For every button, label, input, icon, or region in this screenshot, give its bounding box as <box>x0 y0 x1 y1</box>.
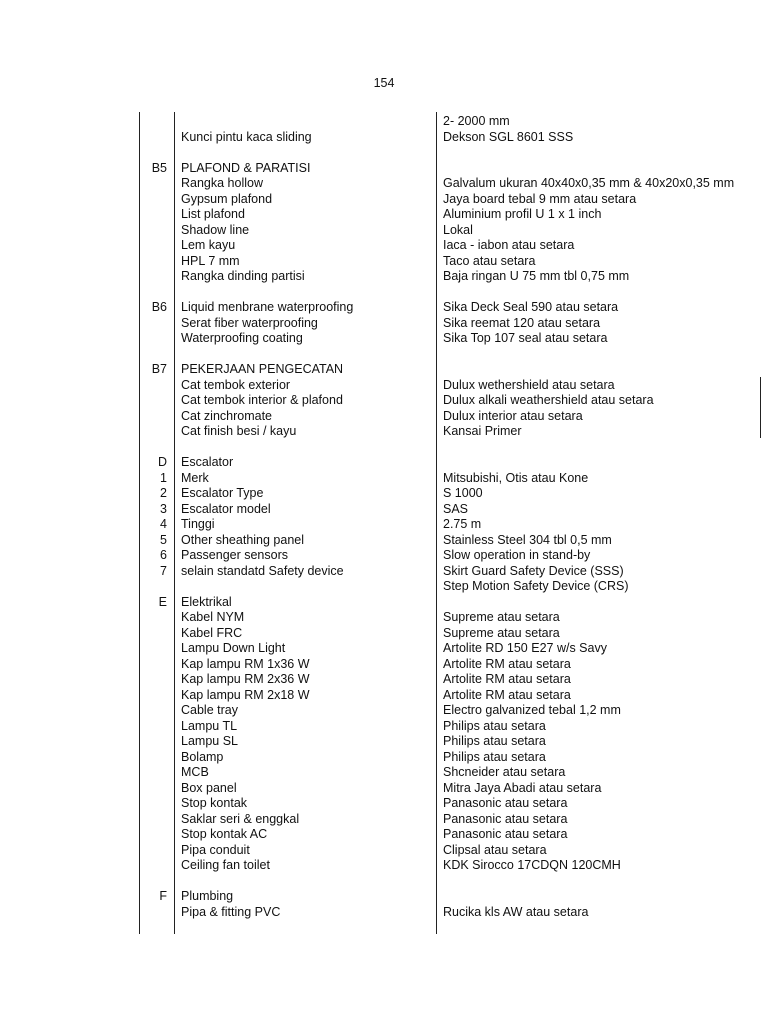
row-item: selain standatd Safety device <box>181 563 344 578</box>
row-item: PEKERJAAN PENGECATAN <box>181 362 344 376</box>
row-spec: Artolite RM atau setara <box>443 687 571 702</box>
row-item: Elektrikal <box>181 594 232 609</box>
row-item: Shadow line <box>181 222 250 237</box>
row-item: Passenger sensors <box>181 548 289 562</box>
row-spec: Step Motion Safety Device (CRS) <box>443 579 629 593</box>
column-divider-spec <box>436 112 437 934</box>
row-item: Bolamp <box>181 749 224 764</box>
row-spec: Philips atau setara <box>443 718 546 733</box>
row-spec: Lokal <box>443 222 473 237</box>
row-spec: Dulux wethershield atau setara <box>443 377 615 392</box>
row-item: Cable tray <box>181 703 238 717</box>
row-code: 7 <box>160 563 167 578</box>
row-item: Cat tembok interior & plafond <box>181 393 343 407</box>
row-item: Kap lampu RM 2x36 W <box>181 672 310 686</box>
row-item: Pipa & fitting PVC <box>181 904 281 919</box>
row-item: Stop kontak AC <box>181 827 268 841</box>
row-code: 6 <box>160 548 167 562</box>
row-spec: Mitra Jaya Abadi atau setara <box>443 780 602 795</box>
row-code: 2 <box>160 486 167 500</box>
page-number: 154 <box>373 76 395 90</box>
row-item: Escalator model <box>181 501 271 516</box>
row-spec: Philips atau setara <box>443 734 546 748</box>
row-item: Kunci pintu kaca sliding <box>181 129 312 144</box>
row-item: Gypsum plafond <box>181 191 273 206</box>
row-item: Escalator <box>181 455 234 469</box>
row-spec: Sika Top 107 seal atau setara <box>443 331 608 345</box>
row-item: Lampu TL <box>181 718 238 733</box>
row-spec: Stainless Steel 304 tbl 0,5 mm <box>443 532 612 547</box>
row-spec: Dulux alkali weathershield atau setara <box>443 393 654 407</box>
row-spec: Panasonic atau setara <box>443 827 568 841</box>
row-code: 4 <box>160 517 167 531</box>
row-spec: 2- 2000 mm <box>443 114 510 128</box>
row-spec: Artolite RM atau setara <box>443 672 571 686</box>
row-code: 5 <box>160 532 167 547</box>
row-spec: KDK Sirocco 17CDQN 120CMH <box>443 858 621 872</box>
row-item: Box panel <box>181 780 237 795</box>
row-item: Stop kontak <box>181 796 248 810</box>
row-item: Ceiling fan toilet <box>181 858 270 872</box>
row-spec: Iaca - iabon atau setara <box>443 238 575 252</box>
row-spec: Philips atau setara <box>443 749 546 764</box>
row-spec: Jaya board tebal 9 mm atau setara <box>443 191 637 206</box>
row-item: Cat tembok exterior <box>181 377 291 392</box>
row-spec: Dulux interior atau setara <box>443 408 583 423</box>
row-item: Lampu SL <box>181 734 238 748</box>
row-spec: Slow operation in stand-by <box>443 548 591 562</box>
row-code: 1 <box>160 470 167 485</box>
row-spec: Kansai Primer <box>443 424 522 438</box>
row-item: List plafond <box>181 207 245 221</box>
row-spec: Shcneider atau setara <box>443 765 566 779</box>
row-spec: Electro galvanized tebal 1,2 mm <box>443 703 621 717</box>
row-item: Kap lampu RM 1x36 W <box>181 656 310 671</box>
row-spec: Mitsubishi, Otis atau Kone <box>443 470 589 485</box>
row-code: B7 <box>151 362 167 376</box>
row-item: Rangka hollow <box>181 176 263 190</box>
row-item: Tinggi <box>181 517 215 531</box>
margin-mark <box>760 377 761 438</box>
row-spec: Clipsal atau setara <box>443 842 547 857</box>
row-item: Plumbing <box>181 889 234 903</box>
row-item: Waterproofing coating <box>181 331 303 345</box>
row-item: Rangka dinding partisi <box>181 269 305 283</box>
row-spec: Supreme atau setara <box>443 610 560 624</box>
row-item: Liquid menbrane waterproofing <box>181 300 354 314</box>
row-spec: Sika reemat 120 atau setara <box>443 315 601 330</box>
row-item: Merk <box>181 470 209 485</box>
row-spec: Baja ringan U 75 mm tbl 0,75 mm <box>443 269 630 283</box>
row-code: E <box>158 594 167 609</box>
row-code: 3 <box>160 501 167 516</box>
row-spec: S 1000 <box>443 486 483 500</box>
row-item: Other sheathing panel <box>181 532 305 547</box>
row-spec: Panasonic atau setara <box>443 811 568 826</box>
column-divider-code <box>174 112 175 934</box>
row-item: Lem kayu <box>181 238 236 252</box>
row-code: D <box>157 455 167 469</box>
row-item: Kap lampu RM 2x18 W <box>181 687 310 702</box>
row-item: Cat finish besi / kayu <box>181 424 297 438</box>
row-spec: Dekson SGL 8601 SSS <box>443 129 574 144</box>
row-spec: Panasonic atau setara <box>443 796 568 810</box>
row-spec: Skirt Guard Safety Device (SSS) <box>443 563 624 578</box>
row-item: Kabel FRC <box>181 625 243 640</box>
row-item: Saklar seri & enggkal <box>181 811 300 826</box>
row-item: Pipa conduit <box>181 842 250 857</box>
row-spec: Aluminium profil U 1 x 1 inch <box>443 207 602 221</box>
row-item: Cat zinchromate <box>181 408 273 423</box>
row-spec: Taco atau setara <box>443 253 536 268</box>
row-spec: SAS <box>443 501 469 516</box>
row-item: Lampu Down Light <box>181 641 286 655</box>
row-code: F <box>159 889 167 903</box>
row-item: Serat fiber waterproofing <box>181 315 318 330</box>
row-item: Escalator Type <box>181 486 264 500</box>
row-item: HPL 7 mm <box>181 253 240 268</box>
row-spec: Artolite RM atau setara <box>443 656 571 671</box>
row-item: PLAFOND & PARATISI <box>181 160 311 175</box>
row-spec: Galvalum ukuran 40x40x0,35 mm & 40x20x0,35 mm <box>443 176 735 190</box>
row-item: MCB <box>181 765 209 779</box>
row-spec: Artolite RD 150 E27 w/s Savy <box>443 641 607 655</box>
row-item: Kabel NYM <box>181 610 245 624</box>
row-spec: Rucika kls AW atau setara <box>443 904 589 919</box>
row-code: B5 <box>151 160 167 175</box>
row-spec: 2.75 m <box>443 517 482 531</box>
row-spec: Supreme atau setara <box>443 625 560 640</box>
row-spec: Sika Deck Seal 590 atau setara <box>443 300 619 314</box>
row-code: B6 <box>151 300 167 314</box>
